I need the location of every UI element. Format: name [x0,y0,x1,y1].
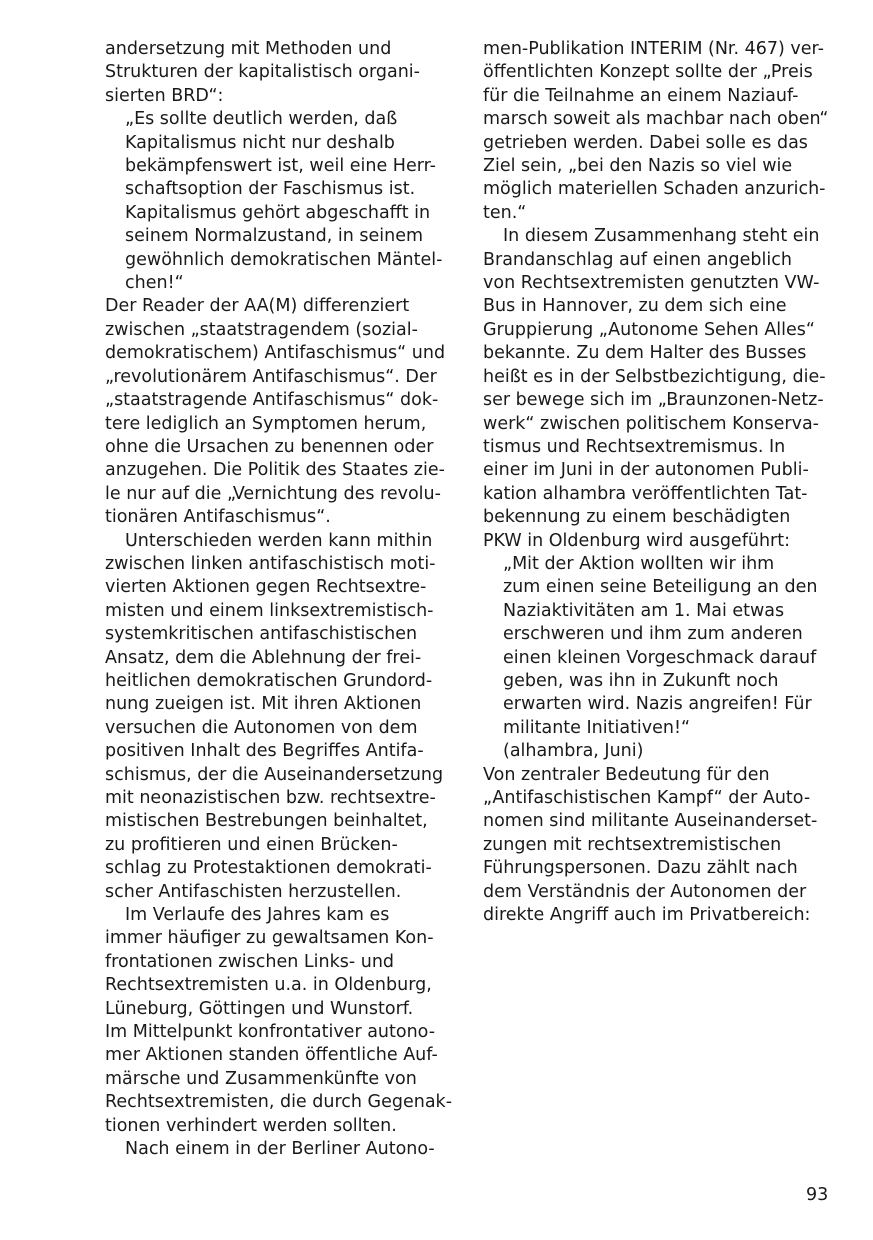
text-line: heitlichen demokratischen Grundord- [105,670,433,691]
text-line: bekämpfenswert ist, weil eine Herr- [125,156,437,177]
text-line: andersetzung mit Methoden und [105,39,392,59]
text-line: „Antifaschistischen Kampf“ der Auto- [483,788,811,808]
text-line: märsche und Zusammenkünfte von [105,1068,417,1089]
text-line: marsch soweit als machbar nach oben“ [483,109,829,130]
text-line: Brandanschlag auf einen angeblich [483,249,792,270]
text-line: direkte Angriff auch im Privatbereich: [483,905,811,926]
text-line: PKW in Oldenburg wird ausgeführt: [483,530,790,551]
text-line: Naziaktivitäten am 1. Mai etwas [503,600,785,621]
text-line: chen!“ [125,273,184,294]
text-line: von Rechtsextremisten genutzten VW- [483,273,820,294]
text-line: Lüneburg, Göttingen und Wunstorf. [105,998,414,1019]
text-line: nung zueigen ist. Mit ihren Aktionen [105,694,422,715]
text-line: frontationen zwischen Links- und [105,951,395,972]
text-line: Bus in Hannover, zu dem sich eine [483,296,787,317]
text-line: kation alhambra veröffentlichten Tat- [483,483,808,504]
text-line: schismus, der die Auseinandersetzung [105,764,444,785]
right-text-column [483,38,835,927]
text-line: öffentlichten Konzept sollte der „Preis [483,62,813,83]
text-line: Ziel sein, „bei den Nazis so viel wie [483,156,793,177]
text-line: bekennung zu einem beschädigten [483,507,791,528]
text-line: heißt es in der Selbstbezichtigung, die- [483,366,826,387]
text-line: nomen sind militante Auseinanderset- [483,811,818,832]
text-line: Rechtsextremisten u.a. in Oldenburg, [105,975,432,996]
text-line: versuchen die Autonomen von dem [105,717,418,738]
text-line: „staatstragende Antifaschismus“ dok- [105,390,439,411]
text-line: werk“ zwischen politischem Konserva- [483,413,819,434]
text-line: Ansatz, dem die Ablehnung der frei- [105,647,422,668]
text-line: erschweren und ihm zum anderen [503,624,803,645]
text-line: Gruppierung „Autonome Sehen Alles“ [483,319,815,340]
text-line: zum einen seine Beteiligung an den [503,577,818,598]
text-line: immer häufiger zu gewaltsamen Kon- [105,928,434,949]
text-line: demokratischem) Antifaschismus“ und [105,343,446,364]
text-line: vierten Aktionen gegen Rechtsextre- [105,577,427,598]
text-line: erwarten wird. Nazis angreifen! Für [503,694,812,715]
text-line: mer Aktionen standen öffentliche Auf- [105,1045,438,1066]
text-line: Führungspersonen. Dazu zählt nach [483,858,798,879]
text-line: tismus und Rechtsextremismus. In [483,436,786,457]
text-line: „revolutionärem Antifaschismus“. Der [105,366,437,387]
text-line: ser bewege sich im „Braunzonen-Netz- [483,390,824,411]
text-line: mistischen Bestrebungen beinhaltet, [105,811,428,832]
text-line: schaftsoption der Faschismus ist. [125,179,416,200]
text-line: sierten BRD“: [105,85,224,106]
text-line: Kapitalismus gehört abgeschafft in [125,202,431,223]
text-line: für die Teilnahme an einem Naziauf- [483,85,799,106]
text-line: zu profitieren und einen Brücken- [105,834,398,855]
text-line: einer im Juni in der autonomen Publi- [483,460,809,481]
text-line: zwischen „staatstragendem (sozial- [105,319,418,340]
text-line: bekannte. Zu dem Halter des Busses [483,343,807,364]
text-line: scher Antifaschisten herzustellen. [105,881,402,902]
text-line: Im Verlaufe des Jahres kam es [125,905,390,926]
text-line: ohne die Ursachen zu benennen oder [105,436,434,457]
text-line: tionären Antifaschismus“. [105,507,331,528]
text-line: Von zentraler Bedeutung für den [483,764,770,785]
text-line: schlag zu Protestaktionen demokrati- [105,858,432,879]
text-line: (alhambra, Juni) [503,741,644,762]
page-number: 93 [806,1185,829,1205]
text-line: „Es sollte deutlich werden, daß [125,109,398,130]
text-line: positiven Inhalt des Begriffes Antifa- [105,741,424,762]
text-line: zungen mit rechtsextremistischen [483,834,782,855]
text-line: ten.“ [483,202,527,223]
text-line: zwischen linken antifaschistisch moti- [105,553,436,574]
text-line: gewöhnlich demokratischen Mäntel- [125,249,443,270]
text-line: In diesem Zusammenhang steht ein [503,226,820,247]
text-line: tionen verhindert werden sollten. [105,1115,397,1136]
text-line: militante Initiativen!“ [503,717,691,738]
text-line: Kapitalismus nicht nur deshalb [125,132,395,153]
text-line: Im Mittelpunkt konfrontativer autono- [105,1022,436,1043]
text-line: le nur auf die „Vernichtung des revolu- [105,483,441,504]
text-line: dem Verständnis der Autonomen der [483,881,807,902]
text-line: möglich materiellen Schaden anzurich- [483,179,826,200]
text-line: men-Publikation INTERIM (Nr. 467) ver- [483,39,824,59]
text-line: einen kleinen Vorgeschmack darauf [503,647,817,668]
text-line: Strukturen der kapitalistisch organi- [105,62,420,83]
text-line: mit neonazistischen bzw. rechtsextre- [105,788,436,808]
text-line: geben, was ihn in Zukunft noch [503,670,779,691]
text-line: Der Reader der AA(M) differenziert [105,296,410,317]
text-line: misten und einem linksextremistisch- [105,600,434,621]
text-line: Unterschieden werden kann mithin [125,530,433,551]
text-line: seinem Normalzustand, in seinem [125,226,424,247]
text-line: tere lediglich an Symptomen herum, [105,413,427,434]
text-line: anzugehen. Die Politik des Staates zie- [105,460,445,481]
text-line: getrieben werden. Dabei solle es das [483,132,808,153]
text-line: Rechtsextremisten, die durch Gegenak- [105,1092,453,1113]
left-text-column [105,38,457,1162]
text-line: Nach einem in der Berliner Autono- [125,1139,435,1160]
text-line: systemkritischen antifaschistischen [105,624,418,645]
text-line: „Mit der Aktion wollten wir ihm [503,553,775,574]
